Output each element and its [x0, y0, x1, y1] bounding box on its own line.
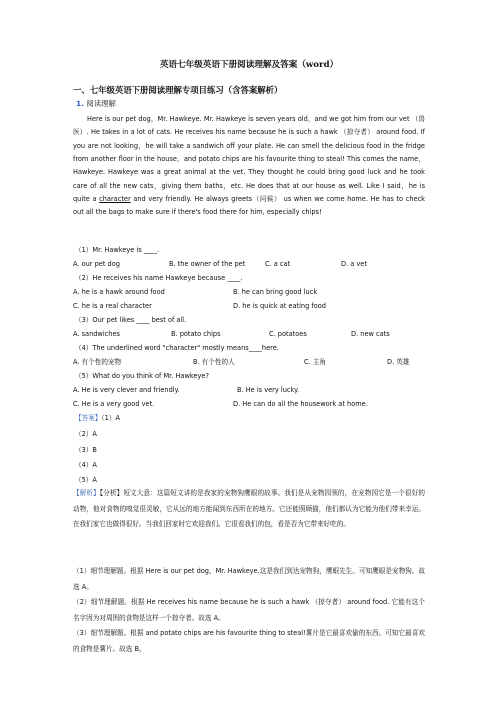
option-1a: A. our pet dog [73, 260, 120, 268]
option-2d: D. he is quick at eating food [233, 302, 326, 310]
answer-3: （3）B [75, 446, 97, 454]
question-label: 阅读理解 [86, 99, 116, 108]
option-1d: D. a vet [341, 260, 367, 268]
option-4d: D. 英雄 [387, 358, 410, 366]
analysis-label: 【解析】 [73, 489, 100, 497]
option-5c: C. He is a very good vet. [73, 400, 155, 408]
option-1c: C. a cat [265, 260, 291, 268]
option-3b: B. potato chips [171, 330, 221, 338]
question-heading [76, 98, 116, 109]
reading-passage [73, 113, 425, 220]
analysis-note-2: （2）细节理解题。根据 He receives his name because he is such a hawk （掠夺者） around food. 它能有这个名字因为对周围的食物是这样一个掠夺者。故选 A。 [73, 598, 425, 622]
question-2-stem: （2）He receives his name Hawkeye because ____. [75, 274, 243, 282]
option-5a: A. He is very clever and friendly. [73, 386, 180, 394]
option-5b: B. He is very lucky. [237, 386, 300, 394]
section-title: 一、七年级英语下册阅读理解专项目练习（含答案解析） [73, 85, 283, 95]
passage-underlined-word: character [99, 195, 131, 204]
question-4-stem: （4）The underlined word "character" mostly means____here. [75, 344, 279, 352]
passage-text-1: Here is our pet dog，Mr. Hawkeye. Mr. Hawkeye is seven years old，and we got him from our vet （兽医）. He takes in a lot of cats. He receives his name because he is such a hawk （掠夺者） around food. If you are not looking，he will take a sandwich off your plate. He can smell the delicious food in the fridge from another floor in the house，and potato chips are his favourite thing to steal! This comes the name，Hawkeye. Hawkeye was a great animal at the vet. They thought he could bring good luck and he took care of all the new cats，giving them baths，etc. He does that at our house as well. Like I said，he is quite a [73, 115, 425, 204]
option-4c: C. 主角 [304, 358, 326, 366]
option-3a: A. sandwiches [73, 330, 120, 338]
question-1-stem: （1）Mr. Hawkeye is ____. [75, 246, 160, 254]
answer-4: （4）A [75, 461, 97, 469]
question-5-stem: （5）What do you think of Mr. Hawkeye? [75, 372, 209, 380]
question-3-stem: （3）Our pet likes ____ best of all. [75, 316, 187, 324]
answer-label: 【答案】 [75, 414, 102, 422]
option-3c: C. potatoes [269, 330, 307, 338]
option-4b: B. 有个性的人 [193, 358, 235, 366]
option-2c: C. he is a real character [73, 302, 152, 310]
option-5d: D. He can do all the housework at home. [233, 400, 368, 408]
option-3d: D. new cats [351, 330, 390, 338]
passage-text-2: and very friendly. He always greets（问候） us when we come home. He has to check out all the bags to make sure if there's food there for him, especially chips! [73, 195, 426, 217]
analysis-summary: 【解析】【分析】短文大意：这篇短文讲的是我家的宠物狗鹰眼的故事。我们是从宠物园领的，在宠物园它是一个很好的动物，他对食物的嗅觉很灵敏，它从远的地方能闻到东西所在的地方。它还能照顾猫，他们都认为它能为他们带来幸运。在我们家它也做得很好。当我们回家时它欢迎我们。它很看我们的包，看是否为它带来好吃的。 [73, 489, 425, 529]
option-2a: A. he is a hawk around food [73, 288, 165, 296]
answer-2: （2）A [75, 430, 97, 438]
option-1b: B. the owner of the pet [169, 260, 246, 268]
answer-1: 【答案】（1）A [75, 414, 120, 422]
option-2b: B. he can bring good luck [233, 288, 318, 296]
analysis-note-1: （1）细节理解题。根据 Here is our pet dog，Mr. Hawkeye.这是我们到达宠物狗，鹰眼先生。可知鹰眼是宠物狗。故选 A。 [73, 567, 425, 591]
answer-5: （5）A [75, 476, 97, 484]
question-number: 1. [76, 99, 84, 108]
document-title: 英语七年级英语下册阅读理解及答案（word） [159, 60, 339, 70]
option-4a: A. 有个性的宠物 [73, 358, 122, 366]
analysis-note-3: （3）细节理解题。根据 and potato chips are his favourite thing to steal!薯片是它最喜欢偷的东西。可知它最喜欢的食物是薯片。故选 B。 [73, 629, 425, 653]
